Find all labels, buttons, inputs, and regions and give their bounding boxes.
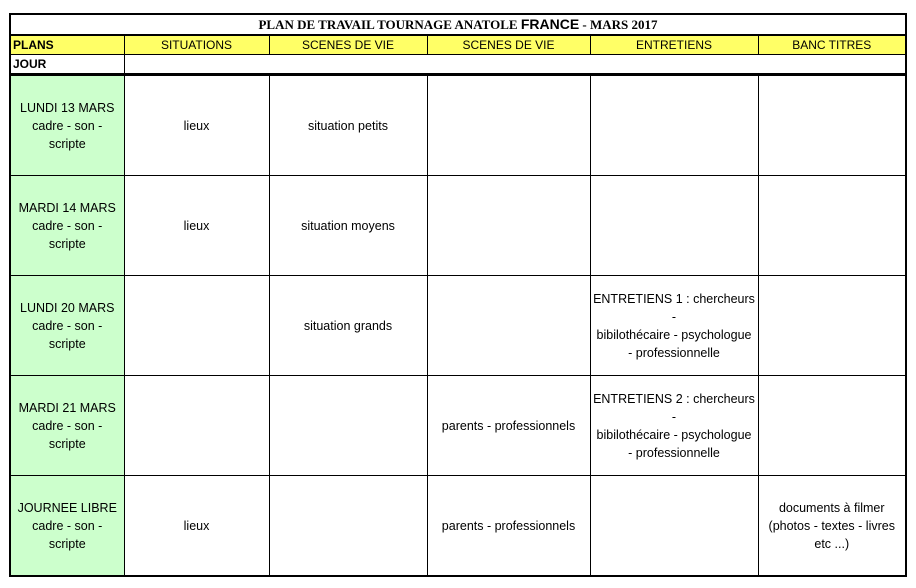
day-crew-2: scripte	[48, 336, 86, 351]
table-row	[10, 476, 906, 577]
day-name: JOURNEE LIBRE	[17, 500, 117, 515]
entretiens-line: - professionnelle	[628, 445, 720, 460]
header-entretiens: ENTRETIENS	[590, 35, 758, 55]
banc-cell	[758, 75, 906, 176]
work-plan-sheet	[9, 13, 907, 577]
scenes1-cell: situation grands	[269, 276, 427, 376]
scenes2-cell	[427, 276, 590, 376]
jour-row-empty	[124, 55, 906, 75]
header-banc-titres: BANC TITRES	[758, 35, 906, 55]
entretiens-line: bibilothécaire - psychologue	[596, 427, 752, 442]
table-row	[10, 376, 906, 476]
scenes2-cell: parents - professionnels	[427, 376, 590, 476]
day-cell	[10, 276, 124, 376]
day-cell	[10, 376, 124, 476]
banc-line: etc ...)	[814, 536, 850, 551]
table-row	[10, 75, 906, 176]
banc-cell	[758, 276, 906, 376]
header-scenes-de-vie-1: SCENES DE VIE	[269, 35, 427, 55]
table-row	[10, 176, 906, 276]
entretiens-line: - professionnelle	[628, 345, 720, 360]
entretiens-line: ENTRETIENS 1 : chercheurs -	[593, 291, 755, 324]
scenes2-cell	[427, 75, 590, 176]
scenes1-cell: situation moyens	[269, 176, 427, 276]
situations-cell: lieux	[124, 176, 269, 276]
work-plan-table	[9, 13, 907, 577]
day-crew-2: scripte	[48, 536, 86, 551]
entretiens-line: ENTRETIENS 2 : chercheurs -	[593, 391, 755, 424]
banc-cell	[758, 376, 906, 476]
sheet-title	[10, 14, 906, 35]
entretiens-cell	[590, 276, 758, 376]
title-suffix: - MARS 2017	[579, 17, 658, 32]
day-name: MARDI 14 MARS	[18, 200, 116, 215]
entretiens-cell	[590, 176, 758, 276]
situations-cell: lieux	[124, 476, 269, 577]
day-cell	[10, 176, 124, 276]
entretiens-cell	[590, 376, 758, 476]
banc-line: documents à filmer	[778, 500, 885, 515]
day-crew: cadre - son -	[32, 418, 103, 433]
banc-cell	[758, 476, 906, 577]
day-name: LUNDI 13 MARS	[20, 100, 115, 115]
banc-line: (photos - textes - livres	[768, 518, 895, 533]
jour-label: JOUR	[10, 55, 124, 75]
day-crew-2: scripte	[48, 136, 86, 151]
header-situations: SITUATIONS	[124, 35, 269, 55]
day-name: LUNDI 20 MARS	[20, 300, 115, 315]
entretiens-cell	[590, 476, 758, 577]
header-plans: PLANS	[10, 35, 124, 55]
title-france: FRANCE	[520, 16, 580, 32]
header-scenes-de-vie-2: SCENES DE VIE	[427, 35, 590, 55]
scenes1-cell: situation petits	[269, 75, 427, 176]
scenes2-cell	[427, 176, 590, 276]
day-cell	[10, 75, 124, 176]
day-crew: cadre - son -	[32, 318, 103, 333]
day-name: MARDI 21 MARS	[18, 400, 116, 415]
situations-cell	[124, 376, 269, 476]
scenes2-cell: parents - professionnels	[427, 476, 590, 577]
title-prefix: PLAN DE TRAVAIL TOURNAGE ANATOLE	[258, 17, 521, 32]
day-crew-2: scripte	[48, 236, 86, 251]
scenes1-cell	[269, 476, 427, 577]
day-crew: cadre - son -	[32, 218, 103, 233]
table-row	[10, 276, 906, 376]
scenes1-cell	[269, 376, 427, 476]
entretiens-cell	[590, 75, 758, 176]
banc-cell	[758, 176, 906, 276]
day-crew: cadre - son -	[32, 518, 103, 533]
entretiens-line: bibilothécaire - psychologue	[596, 327, 752, 342]
day-crew: cadre - son -	[32, 118, 103, 133]
situations-cell: lieux	[124, 75, 269, 176]
day-cell	[10, 476, 124, 577]
day-crew-2: scripte	[48, 436, 86, 451]
situations-cell	[124, 276, 269, 376]
